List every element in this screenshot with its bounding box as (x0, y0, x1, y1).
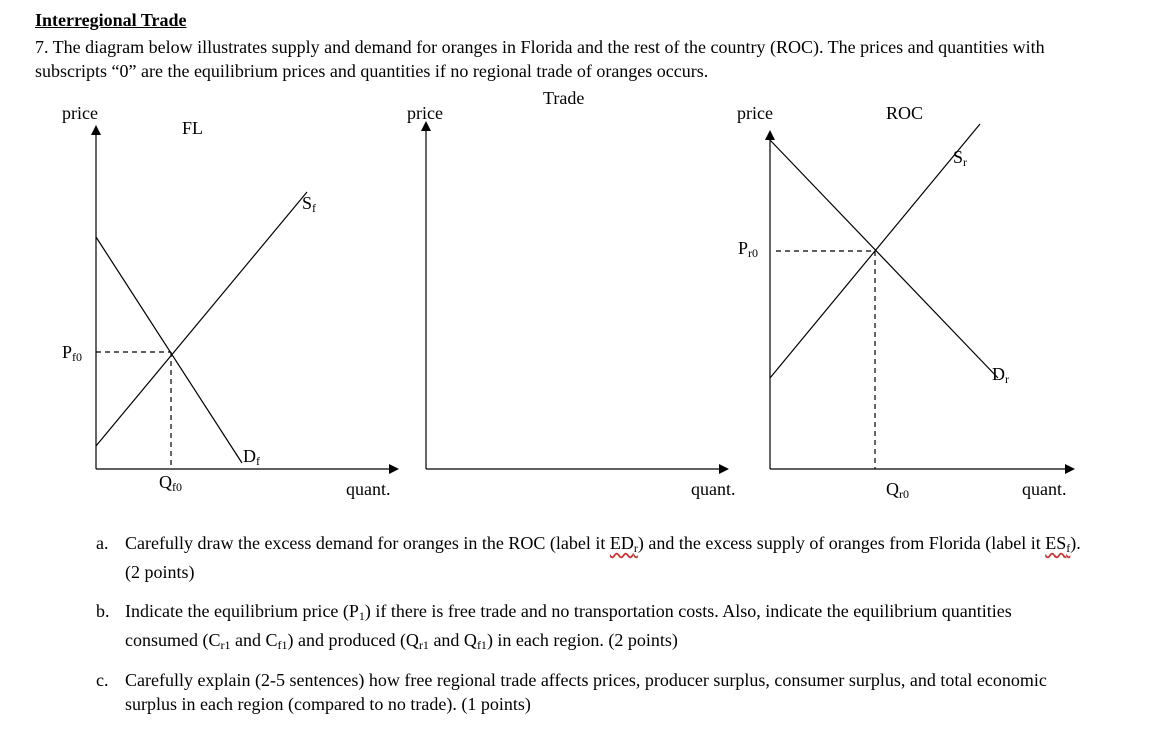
trade-price-axis-label: price (407, 103, 443, 123)
question-a-letter: a. (96, 533, 109, 553)
roc-price0-label: $P_{r0}$ (738, 238, 759, 260)
roc-supply-label: $S_r$ (953, 147, 968, 169)
heading: Interregional Trade (35, 10, 187, 30)
fl-quant-axis-label: quant. (346, 479, 391, 499)
fl-panel (96, 130, 394, 469)
fl-region-label: FL (182, 118, 204, 138)
fl-demand-label: $D_f$ (243, 446, 260, 468)
fl-quant0-label: $Q_{f0}$ (159, 472, 182, 494)
fl-price0-label: $P_{f0}$ (62, 342, 83, 364)
trade-panel (426, 126, 724, 469)
roc-price-axis-label: price (737, 103, 773, 123)
question-c-letter: c. (96, 670, 109, 690)
roc-quant0-label: $Q_{r0}$ (886, 479, 909, 501)
roc-panel (770, 124, 1070, 469)
question-b-text: Indicate the equilibrium price $(P_1)$ if there is free trade and no transportation costs. Also, indicate the equilibrium quantities consumed ($C_{r1}$ and $C_{f1}$) and produced ($Q_{r1}$ and $Q_{f1}$) in each region. (2 points) (125, 601, 1012, 652)
trade-title: Trade (543, 88, 585, 108)
fl-price-axis-label: price (62, 103, 98, 123)
question-c-text: Carefully explain (2-5 sentences) how free regional trade affects prices, producer surplus, consumer surplus, and total economic surplus in each region (compared to no trade). (1 points) (125, 670, 1047, 714)
roc-demand-label: $D_r$ (992, 364, 1009, 386)
trade-quant-axis-label: quant. (691, 479, 736, 499)
roc-quant-axis-label: quant. (1022, 479, 1067, 499)
question-a-text: Carefully draw the excess demand for oranges in the ROC (label it $ED_r$) and the excess supply of oranges from Florida (label it $ES_f$). (2 points) (125, 533, 1081, 582)
fl-supply-label: $S_f$ (302, 193, 317, 215)
fl-demand-curve (96, 237, 242, 463)
question-b-letter: b. (96, 601, 110, 621)
fl-supply-curve (96, 192, 307, 446)
intro-text: 7. The diagram below illustrates supply and demand for oranges in Florida and the rest of the country (ROC). The prices and quantities with subscripts “0” are the equilibrium prices and quantities if no regional trade of oranges occurs. (35, 37, 1045, 81)
roc-region-label: ROC (886, 103, 924, 123)
roc-demand-curve (770, 140, 998, 378)
